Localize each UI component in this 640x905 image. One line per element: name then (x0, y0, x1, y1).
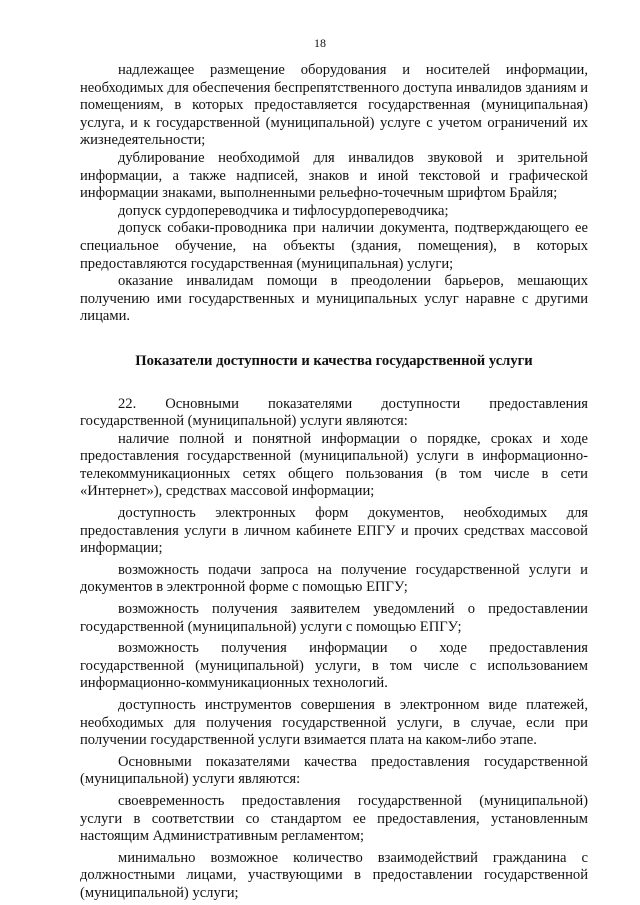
paragraph-guide-dog: допуск собаки-проводника при наличии документа, подтверждающего ее специальное обучение, на объекты (здания, помещения), в которых предоставляются государственная (муниципальная) услуги; (80, 220, 588, 272)
paragraph-sign-interpreter: допуск сурдопереводчика и тифлосурдопереводчика; (118, 202, 449, 219)
page-number: 18 (314, 36, 326, 50)
paragraph-duplication-braille: дублирование необходимой для инвалидов звуковой и зрительной информации, а также надписей, знаков и иной текстовой и графической информации знаками, выполненными рельефно-точечным шрифтом Брайля; (80, 149, 588, 202)
paragraph-22-intro: 22. Основными показателями доступности предоставления государственной (муниципальной) услуги являются: (80, 395, 588, 430)
paragraph-accessibility-placement: надлежащее размещение оборудования и носителей информации, необходимых для обеспечения беспрепятственного доступа инвалидов зданиям и помещениям, в которых предоставляется государственная (муниципальная) услуга, и к государственной (муниципальной) услуге с учетом ограничений их жизнедеятельности; (80, 62, 588, 149)
paragraph-progress-information: возможность получения информации о ходе предоставления государственной (муниципальной) услуги, в том числе с использованием информационно-коммуникационных технологий. (80, 640, 588, 692)
paragraph-quality-indicators: Основными показателями качества предоставления государственной (муниципальной) услуги являются: (80, 753, 588, 788)
paragraph-timeliness: своевременность предоставления государственной (муниципальной) услуги в соответствии со стандартом ее предоставления, установленным настоящим Административным регламентом; (80, 792, 588, 845)
paragraph-full-information: наличие полной и понятной информации о порядке, сроках и ходе предоставления государственной (муниципальной) услуги в информационно-телекоммуникационных сетях общего пользования (в том числе в сети «Интернет»), средствах массовой информации; (80, 430, 588, 500)
document-body (80, 62, 588, 903)
paragraph-electronic-payments: доступность инструментов совершения в электронном виде платежей, необходимых для получения государственной услуги, в случае, если при получении государственной услуги взимается плата на каком-либо этапе. (80, 697, 588, 749)
paragraph-electronic-forms: доступность электронных форм документов, необходимых для предоставления услуги в личном кабинете ЕПГУ и прочих средствах массовой информации; (80, 505, 588, 557)
paragraph-electronic-request: возможность подачи запроса на получение государственной услуги и документов в электронной форме с помощью ЕПГУ; (80, 561, 588, 596)
paragraph-barrier-assistance: оказание инвалидам помощи в преодолении барьеров, мешающих получению ими государственных и муниципальных услуг наравне с другими лицами. (80, 273, 588, 325)
paragraph-minimal-interactions: минимально возможное количество взаимодействий гражданина с должностными лицами, участвующими в предоставлении государственной (муниципальной) услуги; (80, 849, 588, 901)
section-heading: Показатели доступности и качества государственной услуги (135, 352, 533, 369)
paragraph-notifications: возможность получения заявителем уведомлений о предоставлении государственной (муниципальной) услуги с помощью ЕПГУ; (80, 601, 588, 635)
